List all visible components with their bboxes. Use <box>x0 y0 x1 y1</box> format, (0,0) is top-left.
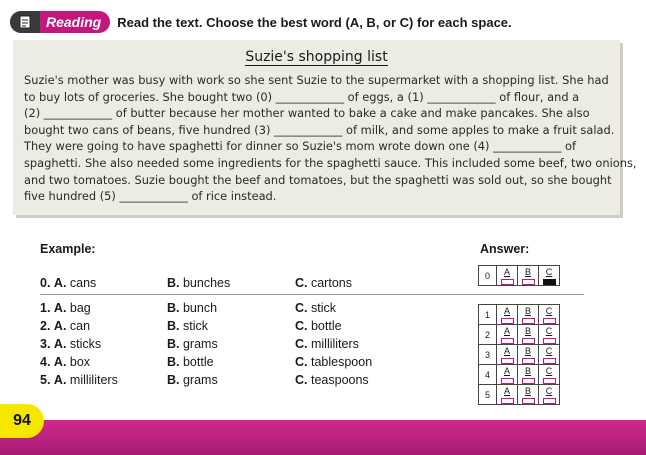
passage-line: to buy lots of groceries. She bought two (0) ____________ of eggs, a (1) ____________ of flour, and a <box>24 89 580 104</box>
answer-checkbox <box>543 358 556 364</box>
question-1-option-b: B. bunch <box>167 301 218 315</box>
answer-checkbox <box>522 358 535 364</box>
question-2-option-a: 2. A. can <box>40 319 91 333</box>
example-option-c: C. cartons <box>295 276 352 290</box>
page-number: 94 <box>13 412 31 429</box>
answer-choice-b: B <box>518 266 539 286</box>
question-1-option-c: C. stick <box>295 301 336 315</box>
answer-checkbox <box>522 398 535 404</box>
question-2-option-c: C. bottle <box>295 319 342 333</box>
answer-choice-b[interactable]: B <box>518 385 539 405</box>
question-3-option-a: 3. A. sticks <box>40 337 102 351</box>
answer-checkbox <box>543 398 556 404</box>
answer-choice-b[interactable]: B <box>518 305 539 325</box>
example-answer-grid <box>478 265 560 286</box>
answer-choice-c[interactable]: C <box>539 365 560 385</box>
answer-choice-b[interactable]: B <box>518 325 539 345</box>
example-option-b: B. bunches <box>167 276 231 290</box>
answer-choice-a[interactable]: A <box>497 385 518 405</box>
instruction-text: Read the text. Choose the best word (A, B, or C) for each space. <box>117 14 512 30</box>
answer-checkbox <box>501 398 514 404</box>
example-label: Example: <box>40 242 96 256</box>
answer-checkbox <box>543 378 556 384</box>
answer-checkbox <box>543 338 556 344</box>
answer-choice-b[interactable]: B <box>518 345 539 365</box>
question-5-option-b: B. grams <box>167 373 218 387</box>
passage-line: Suzie's mother was busy with work so she sent Suzie to the supermarket with a shopping list. She had <box>24 73 609 87</box>
answer-choice-c[interactable]: C <box>539 385 560 405</box>
answer-row-number: 2 <box>479 325 497 345</box>
answer-choice-c[interactable]: C <box>539 345 560 365</box>
answer-row-number: 1 <box>479 305 497 325</box>
question-3-option-b: B. grams <box>167 337 218 351</box>
question-2-option-b: B. stick <box>167 319 208 333</box>
question-3-option-c: C. milliliters <box>295 337 359 351</box>
answer-checkbox <box>501 378 514 384</box>
answer-row <box>479 325 560 345</box>
answer-checkbox <box>522 338 535 344</box>
answer-row <box>479 305 560 325</box>
passage-line: (2) ____________ of butter because her mother wanted to bake a cake and make pancakes. She also <box>24 106 590 121</box>
answer-checkbox-filled <box>543 279 556 285</box>
reading-passage-panel <box>13 40 637 215</box>
answer-checkbox <box>543 318 556 324</box>
answer-choice-c: C <box>539 266 560 286</box>
answer-checkbox <box>522 378 535 384</box>
answer-checkbox <box>501 279 514 285</box>
passage-line: They were going to have spaghetti for dinner so Suzie's mom wrote down one (4) ____________ of <box>24 139 577 154</box>
divider <box>40 294 584 295</box>
answer-label: Answer: <box>480 242 530 256</box>
passage-line: spaghetti. She also needed some ingredients for the spaghetti sauce. This included some beef, two onions, <box>24 155 637 170</box>
answer-row-number: 3 <box>479 345 497 365</box>
answer-checkbox <box>522 279 535 285</box>
answer-checkbox <box>501 338 514 344</box>
question-5-option-c: C. teaspoons <box>295 373 369 387</box>
reading-badge <box>10 11 110 33</box>
answer-row-number: 4 <box>479 365 497 385</box>
answer-choice-a: A <box>497 266 518 286</box>
example-option-a: 0. A. cans <box>40 276 97 290</box>
answer-choice-c[interactable]: C <box>539 325 560 345</box>
answer-checkbox <box>501 358 514 364</box>
question-4-option-b: B. bottle <box>167 355 214 369</box>
document-icon <box>10 11 40 33</box>
answer-row <box>479 266 560 286</box>
answer-choice-a[interactable]: A <box>497 325 518 345</box>
question-1-option-a: 1. A. bag <box>40 301 91 315</box>
question-4-option-a: 4. A. box <box>40 355 91 369</box>
page-footer-band <box>0 420 646 455</box>
answer-choice-a[interactable]: A <box>497 345 518 365</box>
answer-row <box>479 345 560 365</box>
passage-title: Suzie's shopping list <box>245 49 388 65</box>
page-number-tab <box>0 404 44 438</box>
answer-choice-b[interactable]: B <box>518 365 539 385</box>
answer-choice-c[interactable]: C <box>539 305 560 325</box>
passage-text <box>24 72 637 205</box>
passage-line: and two tomatoes. Suzie bought the beef and tomatoes, but the spaghetti was sold out, so she bought <box>24 172 612 187</box>
answer-row <box>479 385 560 405</box>
answer-row-number: 0 <box>479 266 497 286</box>
answer-checkbox <box>522 318 535 324</box>
answer-checkbox <box>501 318 514 324</box>
passage-line: bought two cans of beans, five hundred (3) ____________ of milk, and some apples to make a fruit salad. <box>24 122 615 137</box>
section-header <box>10 11 512 33</box>
answer-choice-a[interactable]: A <box>497 305 518 325</box>
section-label: Reading <box>46 14 102 30</box>
question-5-option-a: 5. A. milliliters <box>40 373 118 387</box>
passage-line: five hundred (5) ____________ of rice instead. <box>24 189 277 204</box>
answer-row <box>479 365 560 385</box>
answer-row-number: 5 <box>479 385 497 405</box>
question-4-option-c: C. tablespoon <box>295 355 373 369</box>
question-answer-grid <box>478 304 560 405</box>
answer-choice-a[interactable]: A <box>497 365 518 385</box>
